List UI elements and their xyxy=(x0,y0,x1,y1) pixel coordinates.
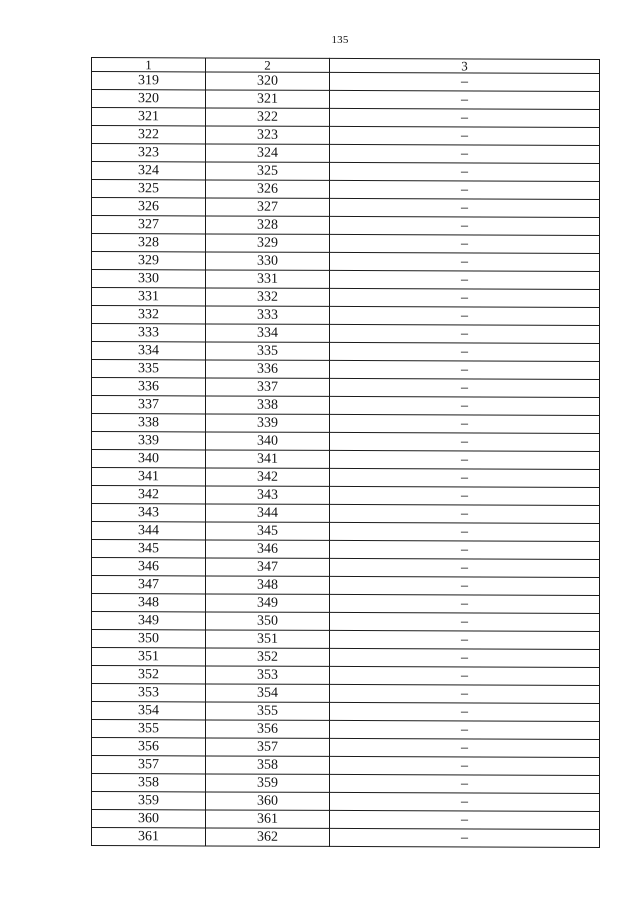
dash-cell: – xyxy=(330,216,600,235)
dash-cell: – xyxy=(330,468,600,487)
table-row xyxy=(92,234,600,254)
col1-cell: 339 xyxy=(92,432,206,450)
table-row xyxy=(92,666,600,686)
col2-cell: 359 xyxy=(206,774,330,792)
table-row xyxy=(92,270,600,290)
col1-cell: 342 xyxy=(92,486,206,504)
table-row xyxy=(92,252,600,272)
dash-cell: – xyxy=(330,126,600,145)
dash-cell: – xyxy=(330,162,600,181)
table-row xyxy=(92,360,600,380)
col1-cell: 340 xyxy=(92,450,206,468)
col2-cell: 335 xyxy=(206,342,330,360)
col1-cell: 321 xyxy=(92,108,206,126)
col2-cell: 350 xyxy=(206,612,330,630)
col2-cell: 339 xyxy=(206,414,330,432)
col1-cell: 350 xyxy=(92,630,206,648)
table-row xyxy=(92,594,600,614)
column-header-2: 2 xyxy=(206,58,330,72)
dash-cell: – xyxy=(330,396,600,415)
table-row xyxy=(92,828,600,848)
col1-cell: 360 xyxy=(92,810,206,828)
dash-cell: – xyxy=(330,414,600,433)
table-row xyxy=(92,774,600,794)
dash-cell: – xyxy=(330,792,600,811)
col1-cell: 322 xyxy=(92,126,206,144)
table-row xyxy=(92,396,600,416)
table-row xyxy=(92,72,600,92)
table-row xyxy=(92,450,600,470)
col1-cell: 352 xyxy=(92,666,206,684)
col2-cell: 346 xyxy=(206,540,330,558)
col2-cell: 347 xyxy=(206,558,330,576)
col2-cell: 360 xyxy=(206,792,330,810)
dash-cell: – xyxy=(330,738,600,757)
col2-cell: 321 xyxy=(206,90,330,108)
col2-cell: 338 xyxy=(206,396,330,414)
col2-cell: 343 xyxy=(206,486,330,504)
data-table xyxy=(91,57,600,848)
dash-cell: – xyxy=(330,324,600,343)
col1-cell: 336 xyxy=(92,378,206,396)
col2-cell: 327 xyxy=(206,198,330,216)
col1-cell: 327 xyxy=(92,216,206,234)
dash-cell: – xyxy=(330,432,600,451)
table-row xyxy=(92,162,600,182)
dash-cell: – xyxy=(330,810,600,829)
col1-cell: 356 xyxy=(92,738,206,756)
column-header-3: 3 xyxy=(330,58,600,73)
table-row xyxy=(92,522,600,542)
col1-cell: 358 xyxy=(92,774,206,792)
table-row xyxy=(92,540,600,560)
col1-cell: 334 xyxy=(92,342,206,360)
col2-cell: 325 xyxy=(206,162,330,180)
col2-cell: 344 xyxy=(206,504,330,522)
table-row xyxy=(92,306,600,326)
col1-cell: 329 xyxy=(92,252,206,270)
table-row xyxy=(92,216,600,236)
table-row xyxy=(92,756,600,776)
table-row xyxy=(92,720,600,740)
dash-cell: – xyxy=(330,270,600,289)
col1-cell: 324 xyxy=(92,162,206,180)
table-row xyxy=(92,198,600,218)
col2-cell: 354 xyxy=(206,684,330,702)
dash-cell: – xyxy=(330,450,600,469)
col2-cell: 353 xyxy=(206,666,330,684)
table-row xyxy=(92,576,600,596)
col1-cell: 320 xyxy=(92,90,206,108)
dash-cell: – xyxy=(330,342,600,361)
col2-cell: 340 xyxy=(206,432,330,450)
table-row xyxy=(92,558,600,578)
col2-cell: 324 xyxy=(206,144,330,162)
col1-cell: 346 xyxy=(92,558,206,576)
col1-cell: 337 xyxy=(92,396,206,414)
col2-cell: 357 xyxy=(206,738,330,756)
col1-cell: 341 xyxy=(92,468,206,486)
dash-cell: – xyxy=(330,180,600,199)
col1-cell: 361 xyxy=(92,828,206,846)
table-row xyxy=(92,612,600,632)
table-row xyxy=(92,486,600,506)
dash-cell: – xyxy=(330,576,600,595)
col1-cell: 343 xyxy=(92,504,206,522)
dash-cell: – xyxy=(330,504,600,523)
table-row xyxy=(92,108,600,128)
col2-cell: 323 xyxy=(206,126,330,144)
table-row xyxy=(92,810,600,830)
col1-cell: 328 xyxy=(92,234,206,252)
col1-cell: 338 xyxy=(92,414,206,432)
col2-cell: 348 xyxy=(206,576,330,594)
col2-cell: 342 xyxy=(206,468,330,486)
col1-cell: 335 xyxy=(92,360,206,378)
col2-cell: 345 xyxy=(206,522,330,540)
col1-cell: 330 xyxy=(92,270,206,288)
dash-cell: – xyxy=(330,774,600,793)
col2-cell: 336 xyxy=(206,360,330,378)
dash-cell: – xyxy=(330,558,600,577)
dash-cell: – xyxy=(330,108,600,127)
table-row xyxy=(92,630,600,650)
col1-cell: 353 xyxy=(92,684,206,702)
col2-cell: 352 xyxy=(206,648,330,666)
dash-cell: – xyxy=(330,612,600,631)
col2-cell: 356 xyxy=(206,720,330,738)
table-body xyxy=(92,72,600,848)
col1-cell: 332 xyxy=(92,306,206,324)
dash-cell: – xyxy=(330,684,600,703)
dash-cell: – xyxy=(330,666,600,685)
table-row xyxy=(92,90,600,110)
col1-cell: 354 xyxy=(92,702,206,720)
dash-cell: – xyxy=(330,522,600,541)
col2-cell: 328 xyxy=(206,216,330,234)
dash-cell: – xyxy=(330,648,600,667)
col2-cell: 349 xyxy=(206,594,330,612)
table-row xyxy=(92,792,600,812)
col2-cell: 351 xyxy=(206,630,330,648)
col2-cell: 322 xyxy=(206,108,330,126)
col2-cell: 355 xyxy=(206,702,330,720)
col1-cell: 333 xyxy=(92,324,206,342)
col1-cell: 349 xyxy=(92,612,206,630)
col1-cell: 347 xyxy=(92,576,206,594)
col2-cell: 333 xyxy=(206,306,330,324)
col2-cell: 341 xyxy=(206,450,330,468)
dash-cell: – xyxy=(330,72,600,91)
dash-cell: – xyxy=(330,234,600,253)
col2-cell: 320 xyxy=(206,72,330,90)
table-row xyxy=(92,432,600,452)
col1-cell: 357 xyxy=(92,756,206,774)
dash-cell: – xyxy=(330,90,600,109)
dash-cell: – xyxy=(330,720,600,739)
table-row xyxy=(92,342,600,362)
dash-cell: – xyxy=(330,540,600,559)
dash-cell: – xyxy=(330,486,600,505)
col2-cell: 326 xyxy=(206,180,330,198)
table-row xyxy=(92,324,600,344)
col1-cell: 345 xyxy=(92,540,206,558)
col1-cell: 355 xyxy=(92,720,206,738)
col1-cell: 319 xyxy=(92,72,206,90)
dash-cell: – xyxy=(330,756,600,775)
table-row xyxy=(92,378,600,398)
col1-cell: 325 xyxy=(92,180,206,198)
dash-cell: – xyxy=(330,702,600,721)
column-header-1: 1 xyxy=(92,58,206,72)
col2-cell: 361 xyxy=(206,810,330,828)
dash-cell: – xyxy=(330,198,600,217)
col1-cell: 348 xyxy=(92,594,206,612)
dash-cell: – xyxy=(330,630,600,649)
table-row xyxy=(92,468,600,488)
table-row xyxy=(92,180,600,200)
col1-cell: 344 xyxy=(92,522,206,540)
dash-cell: – xyxy=(330,144,600,163)
col2-cell: 330 xyxy=(206,252,330,270)
dash-cell: – xyxy=(330,594,600,613)
table-row xyxy=(92,504,600,524)
dash-cell: – xyxy=(330,252,600,271)
col2-cell: 337 xyxy=(206,378,330,396)
col2-cell: 362 xyxy=(206,828,330,846)
dash-cell: – xyxy=(330,288,600,307)
table-row xyxy=(92,144,600,164)
dash-cell: – xyxy=(330,378,600,397)
table-row xyxy=(92,648,600,668)
col1-cell: 323 xyxy=(92,144,206,162)
col1-cell: 351 xyxy=(92,648,206,666)
col1-cell: 326 xyxy=(92,198,206,216)
table-row xyxy=(92,126,600,146)
col2-cell: 334 xyxy=(206,324,330,342)
page-number: 135 xyxy=(331,34,349,46)
table-row xyxy=(92,738,600,758)
table-row xyxy=(92,414,600,434)
col2-cell: 332 xyxy=(206,288,330,306)
table-row xyxy=(92,288,600,308)
dash-cell: – xyxy=(330,306,600,325)
dash-cell: – xyxy=(330,828,600,847)
col1-cell: 331 xyxy=(92,288,206,306)
table-row xyxy=(92,702,600,722)
col2-cell: 358 xyxy=(206,756,330,774)
col2-cell: 329 xyxy=(206,234,330,252)
col1-cell: 359 xyxy=(92,792,206,810)
col2-cell: 331 xyxy=(206,270,330,288)
table-row xyxy=(92,684,600,704)
dash-cell: – xyxy=(330,360,600,379)
